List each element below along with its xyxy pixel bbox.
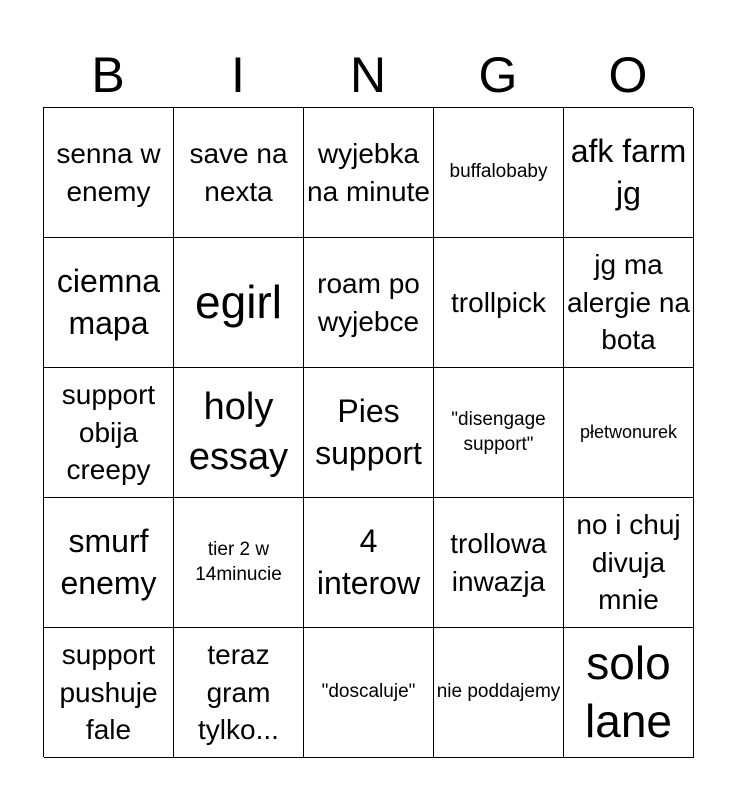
bingo-cell[interactable]: senna w enemy [44, 108, 174, 238]
bingo-cell[interactable]: smurf enemy [44, 498, 174, 628]
bingo-cell[interactable]: 4 interow [304, 498, 434, 628]
bingo-cell[interactable]: "doscaluje" [304, 628, 434, 758]
bingo-cell[interactable]: roam po wyjebce [304, 238, 434, 368]
bingo-cell[interactable]: Pies support [304, 368, 434, 498]
bingo-cell[interactable]: no i chuj divuja mnie [564, 498, 694, 628]
header-letter-g: G [478, 47, 518, 103]
bingo-cell[interactable]: tier 2 w 14minucie [174, 498, 304, 628]
bingo-cell[interactable]: trollpick [434, 238, 564, 368]
header-letter-b: B [91, 47, 125, 103]
bingo-cell[interactable]: trollowa inwazja [434, 498, 564, 628]
header-letter-n: N [349, 47, 387, 103]
bingo-cell[interactable]: nie poddajemy [434, 628, 564, 758]
bingo-cell[interactable]: egirl [174, 238, 304, 368]
bingo-cell[interactable]: save na nexta [174, 108, 304, 238]
bingo-cell[interactable]: afk farm jg [564, 108, 694, 238]
bingo-cell[interactable]: płetwonurek [564, 368, 694, 498]
header-letter-o: O [608, 47, 648, 103]
bingo-cell[interactable]: holy essay [174, 368, 304, 498]
bingo-cell[interactable]: support pushuje fale [44, 628, 174, 758]
header-letter-i: I [231, 47, 245, 103]
bingo-cell[interactable]: teraz gram tylko... [174, 628, 304, 758]
bingo-cell[interactable]: jg ma alergie na bota [564, 238, 694, 368]
bingo-cell[interactable]: "disengage support" [434, 368, 564, 498]
bingo-cell[interactable]: solo lane [564, 628, 694, 758]
bingo-cell[interactable]: wyjebka na minute [304, 108, 434, 238]
bingo-cell[interactable]: support obija creepy [44, 368, 174, 498]
bingo-board [43, 107, 693, 757]
bingo-cell[interactable]: buffalobaby [434, 108, 564, 238]
bingo-cell[interactable]: ciemna mapa [44, 238, 174, 368]
bingo-header [43, 42, 693, 108]
